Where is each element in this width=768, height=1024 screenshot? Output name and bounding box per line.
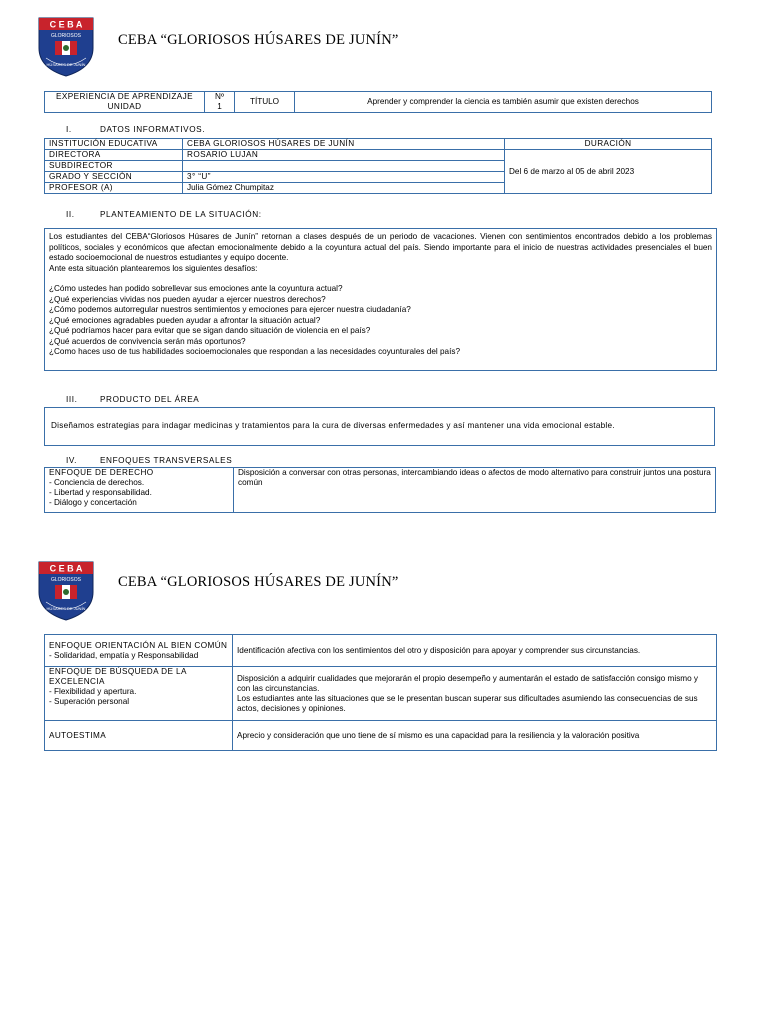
title-table (44, 91, 712, 113)
question-3: ¿Cómo podemos autorregular nuestros sentimientos y emociones para ejercer nuestra ciudadanía? (49, 305, 411, 314)
enfoque-derecho-description: Disposición a conversar con otras personas, intercambiando ideas o afectos de modo alternativo para construir juntos una postura común (234, 468, 716, 513)
school-crest-logo-page2 (36, 558, 96, 622)
enfoque-bien-comun-title: ENFOQUE ORIENTACIÓN AL BIEN COMÚN (49, 640, 228, 650)
enfoque-excelencia-description-cell (233, 667, 717, 721)
titulo-label: TÍTULO (235, 92, 295, 113)
autoestima-title: AUTOESTIMA (45, 721, 233, 751)
enfoques-table-page1 (44, 467, 716, 513)
enfoque-derecho-cell (45, 468, 234, 513)
producto-text: Diseñamos estrategias para indagar medicinas y tratamientos para la cura de diversas enfermedades y así mantener una vida emocional estable. (51, 421, 615, 431)
grado-label: GRADO Y SECCIÓN (45, 172, 183, 183)
section-3-title: PRODUCTO DEL ÁREA (100, 395, 200, 404)
subdirector-label: SUBDIRECTOR (45, 161, 183, 172)
section-2-title: PLANTEAMIENTO DE LA SITUACIÓN: (100, 210, 262, 219)
section-1-number: I. (66, 125, 72, 134)
situacion-intro: Ante esta situación plantearemos los siguientes desafíos: (49, 263, 258, 273)
enfoque-excelencia-description: Disposición a adquirir cualidades que mejorarán el propio desempeño y aumentarán el estado de satisfacción consigo mismo y con las circunstancias. (237, 673, 699, 693)
school-title: CEBA “GLORIOSOS HÚSARES DE JUNÍN” (118, 32, 399, 48)
enfoque-excelencia-title: ENFOQUE DE BÚSQUEDA DE LA EXCELENCIA (49, 667, 187, 686)
titulo-value: Aprender y comprender la ciencia es también asumir que existen derechos (295, 92, 712, 113)
datos-informativos-table (44, 138, 712, 194)
enfoque-derecho-title: ENFOQUE DE DERECHO (49, 468, 154, 477)
question-7: ¿Como haces uso de tus habilidades socioemocionales que respondan a las necesidades coyunturales del país? (49, 347, 460, 356)
enfoques-table-page2 (44, 634, 717, 751)
section-3-number: III. (66, 395, 78, 404)
institucion-label: INSTITUCIÓN EDUCATIVA (45, 139, 183, 150)
question-4: ¿Qué emociones agradables pueden ayudar a afrontar la situación actual? (49, 315, 321, 325)
section-1-title: DATOS INFORMATIVOS. (100, 125, 206, 134)
svg-text:C E B A: C E B A (49, 19, 83, 30)
directora-label: DIRECTORA (45, 150, 183, 161)
duracion-label: DURACIÓN (505, 139, 712, 150)
school-title-page2: CEBA “GLORIOSOS HÚSARES DE JUNÍN” (118, 574, 399, 590)
enfoque-derecho-item-2: - Libertad y responsabilidad. (49, 488, 152, 497)
enfoque-excelencia-item-1: - Flexibilidad y apertura. (49, 687, 137, 696)
enfoque-excelencia-item-2: - Superación personal (49, 697, 130, 706)
profesor-value: Julia Gómez Chumpitaz (183, 183, 505, 194)
school-crest-logo (36, 14, 96, 78)
section-3-heading (66, 395, 199, 404)
producto-box (44, 407, 715, 446)
directora-value: ROSARIO LUJAN (183, 150, 505, 161)
section-4-heading (66, 456, 232, 465)
svg-text:GLORIOSOS: GLORIOSOS (50, 577, 82, 583)
svg-text:HÚSARES DE JUNÍN: HÚSARES DE JUNÍN (46, 62, 86, 67)
svg-text:HÚSARES DE JUNÍN: HÚSARES DE JUNÍN (46, 606, 86, 611)
section-2-heading (66, 210, 262, 219)
autoestima-description: Aprecio y consideración que uno tiene de sí mismo es una capacidad para la resiliencia y la valoración positiva (233, 721, 717, 751)
enfoque-derecho-item-1: - Conciencia de derechos. (49, 478, 145, 487)
numero-value: 1 (217, 102, 222, 111)
situacion-paragraph: Los estudiantes del CEBA“Gloriosos Húsares de Junín” retornan a clases después de un periodo de vacaciones. Vienen con sentimientos encontrados debido a los problemas políticos, sociales y económicos que afectan emocionalmente debido a la coyuntura actual del país. Siendo importante para el inicio de nuestras actividades presenciales el buen estado socioemocional de nuestros estudiantes y equipo docente. (49, 232, 712, 262)
question-1: ¿Cómo ustedes han podido sobrellevar sus emociones ante la coyuntura actual? (49, 284, 343, 293)
situacion-box (44, 228, 717, 371)
enfoque-bien-comun-item-1: - Solidaridad, empatía y Responsabilidad (49, 650, 199, 660)
grado-value: 3° “U” (183, 172, 505, 183)
svg-text:C E B A: C E B A (49, 563, 83, 574)
enfoque-bien-comun-cell (45, 635, 233, 667)
experiencia-label: EXPERIENCIA DE APRENDIZAJE UNIDAD (45, 92, 205, 113)
section-4-number: IV. (66, 456, 78, 465)
enfoque-bien-comun-description: Identificación afectiva con los sentimientos del otro y disposición para apoyar y comprender sus circunstancias. (233, 635, 717, 667)
duracion-value: Del 6 de marzo al 05 de abril 2023 (505, 150, 712, 194)
enfoque-derecho-item-3: - Diálogo y concertación (49, 498, 137, 507)
section-1-heading (66, 125, 205, 134)
question-5: ¿Qué podríamos hacer para evitar que se sigan dando situación de violencia en el país? (49, 326, 371, 335)
enfoque-excelencia-cell (45, 667, 233, 721)
numero-label: Nº (215, 92, 224, 101)
numero-cell (205, 92, 235, 113)
institucion-value: CEBA GLORIOSOS HÚSARES DE JUNÍN (183, 139, 505, 150)
section-2-number: II. (66, 210, 75, 219)
question-6: ¿Qué acuerdos de convivencia serán más oportunos? (49, 336, 246, 346)
question-2: ¿Qué experiencias vividas nos pueden ayudar a ejercer nuestros derechos? (49, 294, 326, 304)
enfoque-excelencia-description-2: Los estudiantes ante las situaciones que se le presentan buscan superar sus dificultades asumiendo las consecuencias de sus actos, decisiones y opiniones. (237, 693, 698, 713)
subdirector-value (183, 161, 505, 172)
section-4-title: ENFOQUES TRANSVERSALES (100, 456, 233, 465)
profesor-label: PROFESOR (A) (45, 183, 183, 194)
svg-text:GLORIOSOS: GLORIOSOS (50, 33, 82, 39)
